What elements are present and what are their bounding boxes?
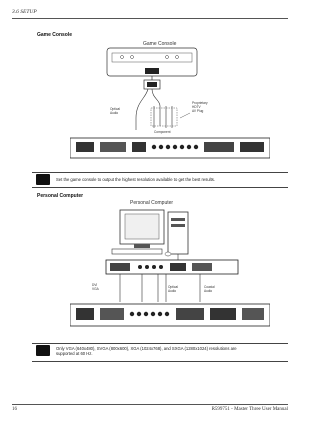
game-console-diagram: [70, 38, 270, 163]
optical-cable-label-pc: Optical Audio: [168, 285, 178, 293]
pc-device-label: Personal Computer: [130, 200, 174, 206]
component-cable-label: Component: [154, 130, 171, 134]
note-2-text: [56, 346, 288, 357]
note-icon: [36, 345, 50, 356]
keyboard: [112, 249, 162, 254]
note-icon: [36, 174, 50, 185]
optical-cable-label: Optical Audio: [110, 107, 120, 115]
page-number: 16: [12, 407, 17, 412]
document-title: R599751 - Master Three User Manual: [211, 407, 288, 412]
coaxial-cable-label: Coaxial Audio: [204, 285, 215, 293]
header-rule: [12, 18, 288, 19]
game-console-device-label: Game Console: [143, 41, 177, 47]
proprietary-plug-label: Proprietary HDTV AV Plug: [192, 101, 208, 113]
note-2-line-2: supported at 60 Hz.: [56, 350, 93, 356]
footer-rule: [12, 404, 288, 405]
personal-computer-heading: Personal Computer: [37, 193, 84, 199]
game-console-heading: Game Console: [37, 32, 73, 38]
dvi-cable-label: DVI VGA: [92, 283, 99, 291]
personal-computer-diagram: [70, 198, 270, 331]
note-1-text: Set the game console to output the highest resolution available to get the best results.: [56, 176, 215, 182]
section-header: 3.6 SETUP: [12, 9, 37, 15]
note-2-line-1: Only VGA (640x480), SVGA (800x600), XGA (1024x768), and SXGA (1280x1024) resolutions are: [56, 345, 237, 351]
